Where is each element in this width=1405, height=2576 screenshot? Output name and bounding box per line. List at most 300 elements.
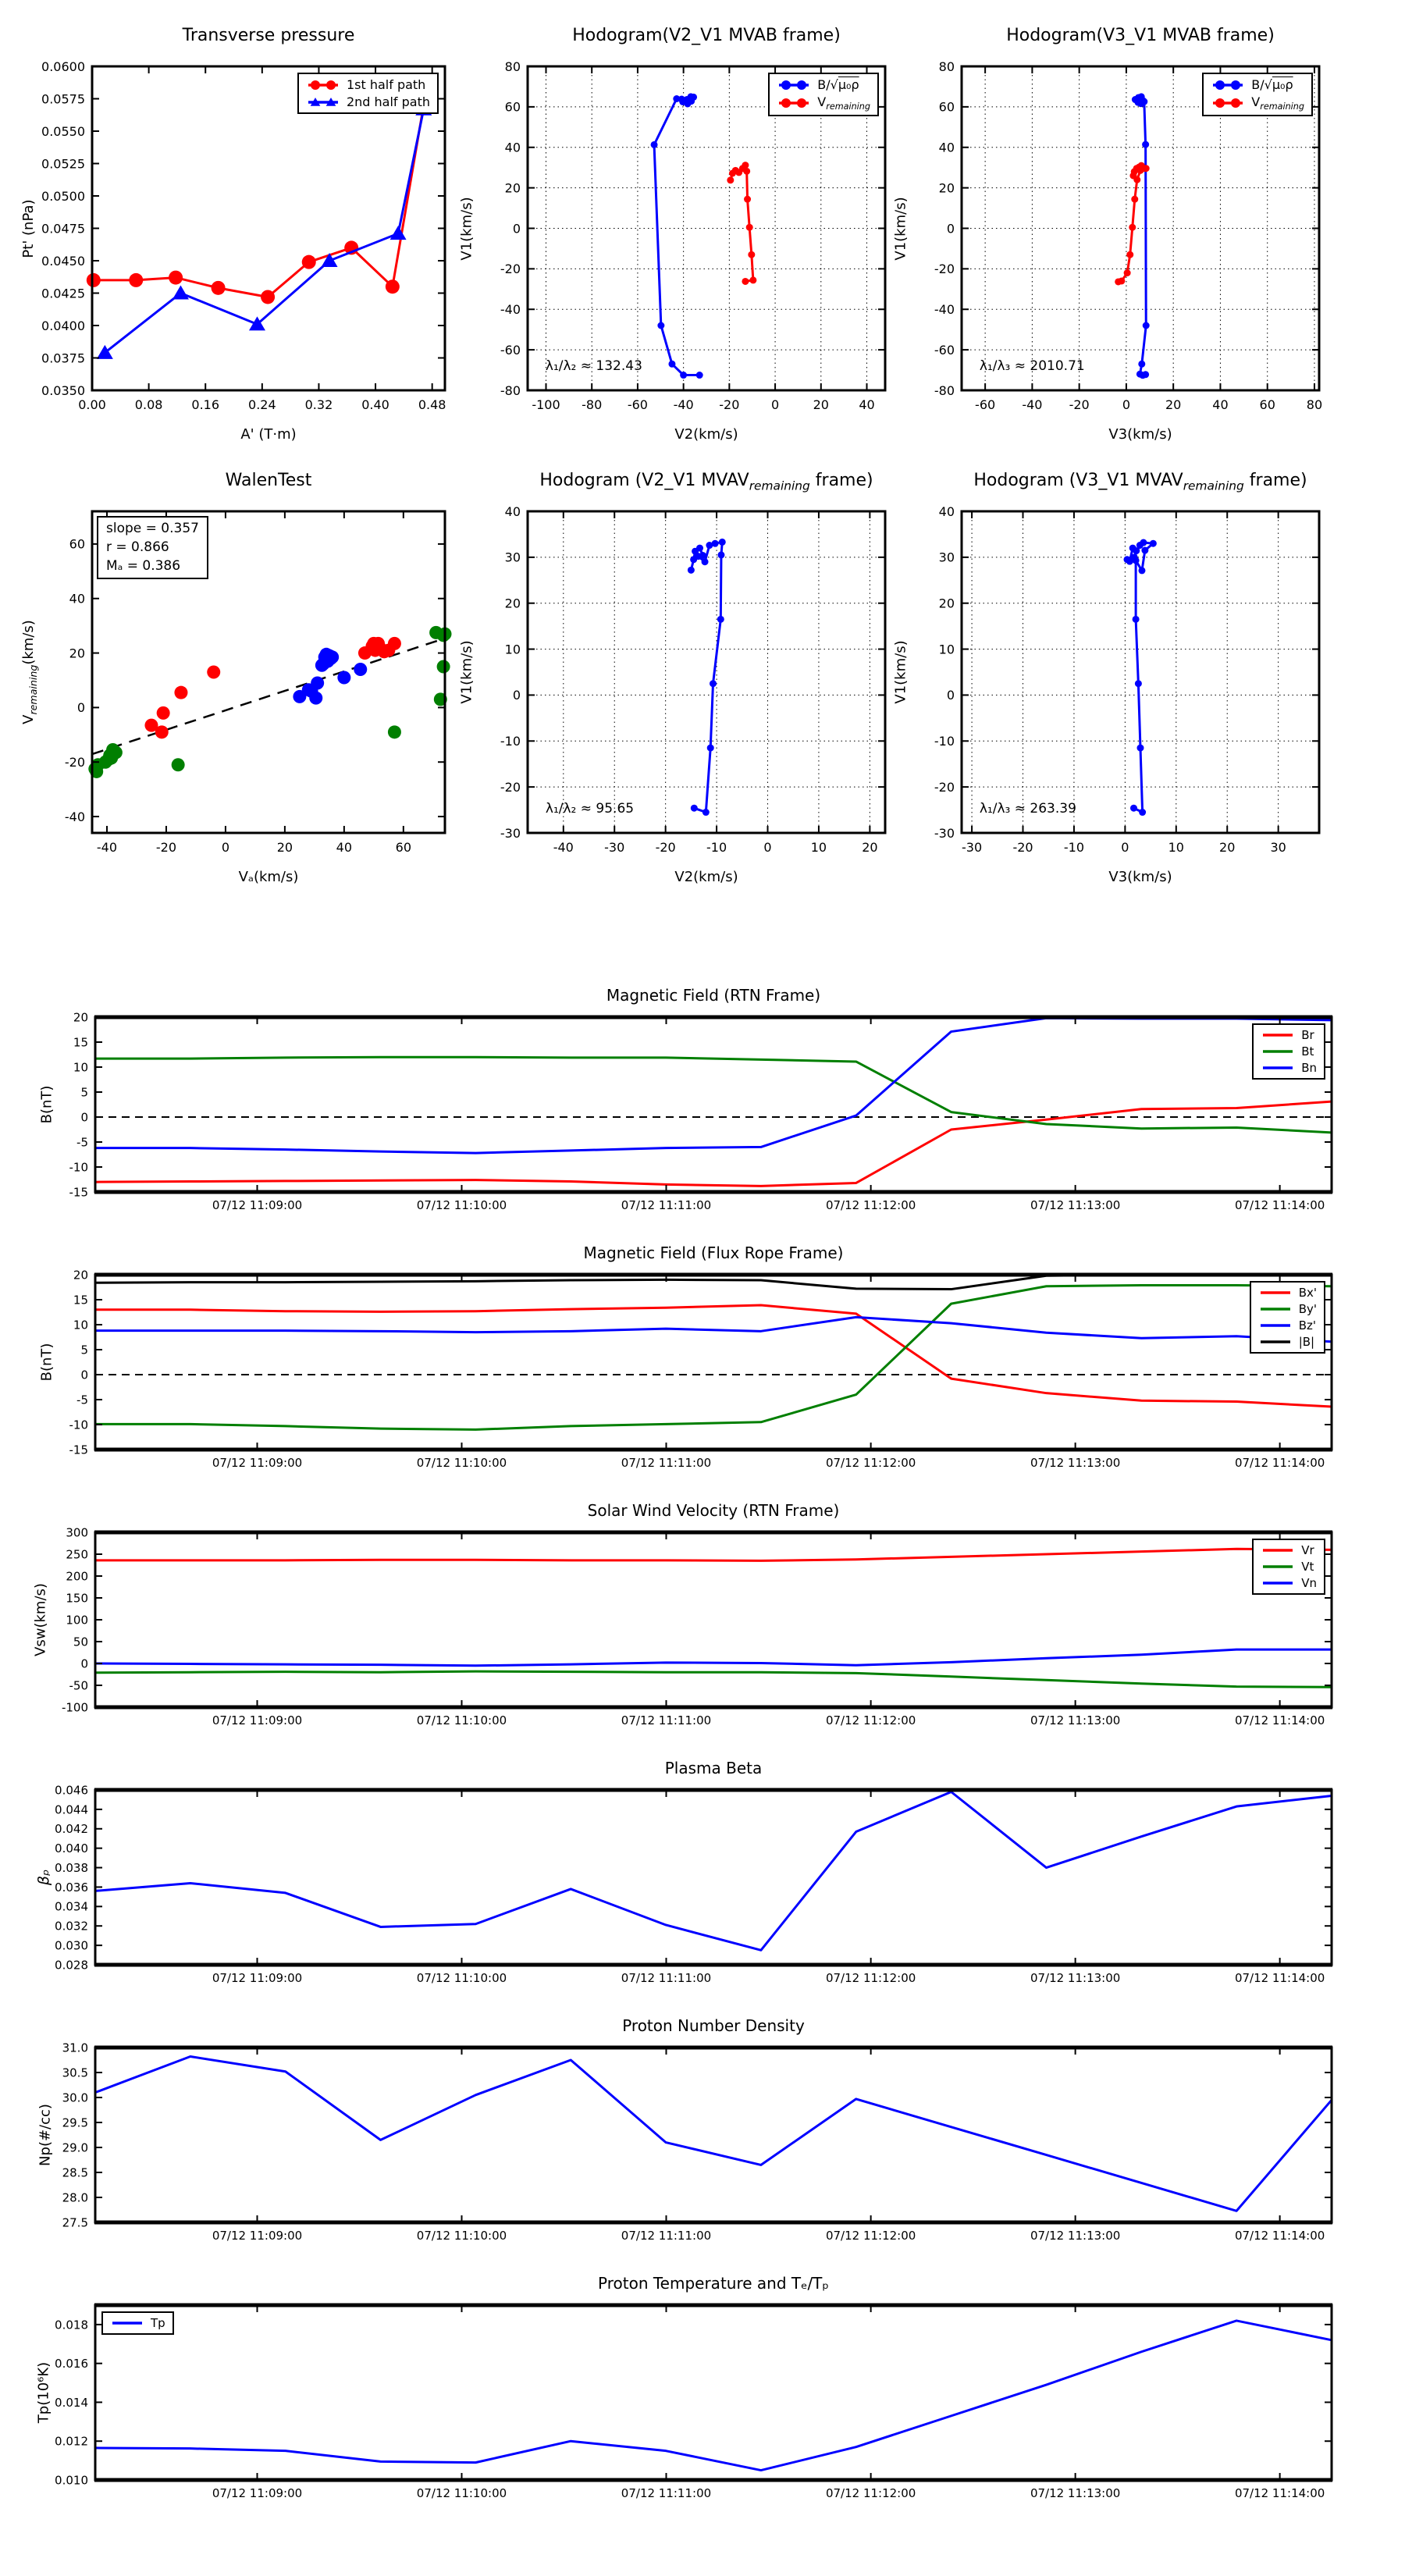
panel-title: Plasma Beta bbox=[664, 1759, 763, 1777]
series-beta-p bbox=[95, 1791, 1332, 1950]
svg-text:-20: -20 bbox=[500, 262, 521, 277]
panel-title: Hodogram(V3_V1 MVAB frame) bbox=[1006, 26, 1275, 45]
svg-text:07/12 11:13:00: 07/12 11:13:00 bbox=[1030, 2229, 1121, 2243]
svg-text:0: 0 bbox=[1122, 397, 1131, 412]
svg-text:0.00: 0.00 bbox=[78, 397, 106, 412]
legend-line-swatch-icon bbox=[306, 95, 340, 109]
series-Bt bbox=[95, 1057, 1332, 1133]
svg-text:20: 20 bbox=[813, 397, 829, 412]
svg-text:07/12 11:12:00: 07/12 11:12:00 bbox=[825, 2229, 916, 2243]
svg-text:10: 10 bbox=[504, 642, 521, 657]
legend-item-vn: Vn bbox=[1261, 1576, 1317, 1590]
svg-text:07/12 11:11:00: 07/12 11:11:00 bbox=[621, 1198, 712, 1212]
legend-line-swatch-icon bbox=[777, 78, 811, 92]
svg-text:07/12 11:14:00: 07/12 11:14:00 bbox=[1234, 1713, 1325, 1727]
y-axis-label: V1(km/s) bbox=[458, 640, 475, 704]
panel-title: Proton Number Density bbox=[622, 2016, 805, 2035]
panel-walen-test bbox=[20, 471, 445, 885]
series-1st-half-path bbox=[87, 98, 431, 304]
legend-line-swatch-icon bbox=[1261, 1061, 1295, 1075]
magnetic-field-rtn-canvas bbox=[69, 1010, 1332, 1212]
panel-proton-number-density bbox=[37, 2016, 1332, 2243]
svg-text:28.5: 28.5 bbox=[62, 2165, 88, 2180]
y-axis-label: Np(#/cc) bbox=[37, 2104, 54, 2166]
svg-text:10: 10 bbox=[73, 1060, 88, 1075]
svg-text:0.036: 0.036 bbox=[55, 1880, 88, 1895]
svg-text:0: 0 bbox=[1121, 840, 1129, 855]
svg-text:0.010: 0.010 bbox=[55, 2473, 88, 2488]
svg-text:0.0600: 0.0600 bbox=[41, 59, 85, 74]
svg-text:-30: -30 bbox=[962, 840, 983, 855]
svg-text:0.0375: 0.0375 bbox=[41, 350, 85, 366]
svg-text:40: 40 bbox=[938, 140, 955, 155]
svg-text:0.0475: 0.0475 bbox=[41, 221, 85, 237]
svg-text:0.16: 0.16 bbox=[191, 397, 220, 412]
y-axis-label: Vsw(km/s) bbox=[32, 1583, 49, 1656]
svg-text:0: 0 bbox=[512, 221, 521, 237]
svg-text:07/12 11:14:00: 07/12 11:14:00 bbox=[1234, 1198, 1325, 1212]
walen-correlation: r = 0.866 bbox=[106, 539, 169, 555]
svg-text:-60: -60 bbox=[975, 397, 996, 412]
svg-text:150: 150 bbox=[66, 1591, 88, 1606]
panel-plasma-beta bbox=[35, 1759, 1332, 1985]
svg-text:07/12 11:11:00: 07/12 11:11:00 bbox=[621, 2486, 712, 2500]
legend-line-swatch-icon bbox=[306, 78, 340, 92]
hodogram-v2v1-mvab-legend bbox=[768, 73, 879, 116]
hodogram-v3v1-mvab-legend bbox=[1202, 73, 1313, 116]
panel-title: Hodogram(V2_V1 MVAB frame) bbox=[572, 26, 841, 45]
svg-text:-40: -40 bbox=[1022, 397, 1043, 412]
svg-text:0: 0 bbox=[221, 840, 230, 855]
svg-text:07/12 11:12:00: 07/12 11:12:00 bbox=[825, 2486, 916, 2500]
svg-text:20: 20 bbox=[1219, 840, 1236, 855]
svg-text:-10: -10 bbox=[69, 1160, 88, 1175]
svg-text:0.40: 0.40 bbox=[361, 397, 389, 412]
svg-text:07/12 11:12:00: 07/12 11:12:00 bbox=[825, 1198, 916, 1212]
legend-line-swatch-icon bbox=[1261, 1543, 1295, 1557]
svg-text:30: 30 bbox=[938, 550, 955, 565]
svg-text:60: 60 bbox=[1259, 397, 1275, 412]
panel-magnetic-field-flux-rope bbox=[38, 1244, 1332, 1470]
svg-text:-10: -10 bbox=[706, 840, 727, 855]
svg-text:07/12 11:13:00: 07/12 11:13:00 bbox=[1030, 1971, 1121, 1985]
svg-text:20: 20 bbox=[504, 180, 521, 196]
svg-text:15: 15 bbox=[73, 1035, 88, 1050]
legend-item-bx: Bx' bbox=[1258, 1286, 1317, 1300]
svg-text:-40: -40 bbox=[673, 397, 694, 412]
legend-item-bn: Bn bbox=[1261, 1061, 1317, 1075]
series-V-remaining-mvab bbox=[1115, 162, 1150, 286]
panel-title: Hodogram (V3_V1 $MVAV_{remaining}$ frame) bbox=[973, 471, 1307, 493]
svg-text:60: 60 bbox=[938, 99, 955, 115]
series-Np bbox=[95, 2057, 1332, 2211]
svg-text:07/12 11:10:00: 07/12 11:10:00 bbox=[416, 1198, 507, 1212]
svg-text:07/12 11:14:00: 07/12 11:14:00 bbox=[1234, 1456, 1325, 1470]
panel-proton-temperature bbox=[35, 2274, 1332, 2500]
svg-text:40: 40 bbox=[1212, 397, 1229, 412]
svg-text:07/12 11:10:00: 07/12 11:10:00 bbox=[416, 2486, 507, 2500]
svg-text:28.0: 28.0 bbox=[62, 2190, 88, 2205]
plasma-beta-canvas bbox=[55, 1783, 1332, 1985]
svg-text:-20: -20 bbox=[500, 779, 521, 795]
series-Vr bbox=[95, 1549, 1332, 1560]
svg-text:07/12 11:12:00: 07/12 11:12:00 bbox=[825, 1456, 916, 1470]
svg-text:0: 0 bbox=[80, 1368, 88, 1382]
series-Bx-prime bbox=[95, 1305, 1332, 1407]
series-B-mvab bbox=[651, 93, 703, 379]
svg-text:07/12 11:09:00: 07/12 11:09:00 bbox=[212, 1713, 303, 1727]
svg-text:0: 0 bbox=[76, 700, 85, 716]
y-axis-label: V1(km/s) bbox=[892, 640, 909, 704]
legend-line-swatch-icon bbox=[1211, 96, 1245, 110]
svg-text:07/12 11:12:00: 07/12 11:12:00 bbox=[825, 1713, 916, 1727]
panel-hodogram-v2v1-mvav bbox=[458, 471, 885, 885]
svg-text:07/12 11:13:00: 07/12 11:13:00 bbox=[1030, 1198, 1121, 1212]
svg-text:20: 20 bbox=[69, 646, 85, 661]
legend-item-vt: Vt bbox=[1261, 1560, 1317, 1574]
panel-solar-wind-velocity bbox=[32, 1501, 1332, 1727]
svg-text:10: 10 bbox=[1168, 840, 1184, 855]
svg-text:27.5: 27.5 bbox=[62, 2215, 88, 2230]
legend-line-swatch-icon bbox=[1211, 78, 1245, 92]
svg-text:0.24: 0.24 bbox=[248, 397, 276, 412]
svg-text:-10: -10 bbox=[500, 734, 521, 749]
svg-text:29.5: 29.5 bbox=[62, 2115, 88, 2130]
x-axis-label: V3(km/s) bbox=[1108, 426, 1172, 443]
svg-text:-80: -80 bbox=[500, 382, 521, 398]
svg-text:-5: -5 bbox=[76, 1393, 88, 1407]
svg-text:0.046: 0.046 bbox=[55, 1783, 88, 1798]
legend-item-b: |B| bbox=[1258, 1335, 1317, 1349]
svg-text:-15: -15 bbox=[69, 1185, 88, 1200]
svg-text:0.0550: 0.0550 bbox=[41, 123, 85, 139]
proton-temperature-canvas bbox=[55, 2305, 1332, 2500]
svg-text:-5: -5 bbox=[76, 1135, 88, 1150]
x-axis-label: Vₐ(km/s) bbox=[238, 869, 299, 885]
svg-text:-80: -80 bbox=[582, 397, 603, 412]
svg-text:0.0350: 0.0350 bbox=[41, 382, 85, 398]
x-axis-label: V3(km/s) bbox=[1108, 869, 1172, 885]
legend-line-swatch-icon bbox=[1261, 1560, 1295, 1574]
x-axis-label: V2(km/s) bbox=[674, 869, 738, 885]
svg-text:-20: -20 bbox=[934, 779, 955, 795]
svg-text:20: 20 bbox=[862, 840, 878, 855]
svg-text:07/12 11:09:00: 07/12 11:09:00 bbox=[212, 1971, 303, 1985]
svg-text:15: 15 bbox=[73, 1293, 88, 1308]
hodogram-v3v1-mvav-canvas bbox=[934, 503, 1319, 855]
svg-text:40: 40 bbox=[336, 840, 353, 855]
svg-text:-60: -60 bbox=[500, 342, 521, 358]
svg-text:80: 80 bbox=[1306, 397, 1323, 412]
svg-text:0: 0 bbox=[80, 1110, 88, 1125]
svg-text:80: 80 bbox=[938, 59, 955, 74]
svg-text:07/12 11:11:00: 07/12 11:11:00 bbox=[621, 1713, 712, 1727]
proton-temperature-legend bbox=[101, 2311, 174, 2335]
legend-item-vremaining: $V_{remaining}$ bbox=[1211, 94, 1304, 112]
svg-text:07/12 11:10:00: 07/12 11:10:00 bbox=[416, 2229, 507, 2243]
svg-text:31.0: 31.0 bbox=[62, 2041, 88, 2055]
svg-text:-10: -10 bbox=[1063, 840, 1085, 855]
y-axis-label: V1(km/s) bbox=[458, 196, 475, 261]
panel-magnetic-field-rtn bbox=[38, 986, 1332, 1212]
svg-text:07/12 11:11:00: 07/12 11:11:00 bbox=[621, 1456, 712, 1470]
series-B-mvab bbox=[1132, 93, 1150, 379]
svg-text:0.030: 0.030 bbox=[55, 1938, 88, 1953]
svg-text:-20: -20 bbox=[64, 754, 85, 770]
svg-text:-10: -10 bbox=[69, 1418, 88, 1432]
walen-slope: slope = 0.357 bbox=[106, 521, 199, 536]
series-Br bbox=[95, 1101, 1332, 1186]
magnetic-field-rtn-legend bbox=[1252, 1023, 1325, 1080]
series-Tp bbox=[95, 2321, 1332, 2471]
svg-text:30.0: 30.0 bbox=[62, 2090, 88, 2105]
x-axis-label: A' (T·m) bbox=[240, 426, 297, 443]
series-Bz-prime bbox=[95, 1317, 1332, 1341]
svg-text:-30: -30 bbox=[934, 825, 955, 841]
svg-text:-40: -40 bbox=[96, 840, 118, 855]
svg-text:0.014: 0.014 bbox=[55, 2395, 88, 2410]
svg-text:07/12 11:09:00: 07/12 11:09:00 bbox=[212, 2486, 303, 2500]
svg-text:20: 20 bbox=[73, 1268, 88, 1283]
svg-text:0.012: 0.012 bbox=[55, 2434, 88, 2449]
legend-line-swatch-icon bbox=[1261, 1576, 1295, 1590]
legend-line-swatch-icon bbox=[1261, 1028, 1295, 1042]
svg-text:-10: -10 bbox=[934, 734, 955, 749]
svg-text:40: 40 bbox=[504, 503, 521, 519]
svg-text:0.034: 0.034 bbox=[55, 1899, 88, 1914]
series-Vn bbox=[95, 1649, 1332, 1666]
svg-text:0.018: 0.018 bbox=[55, 2318, 88, 2332]
y-axis-label: B(nT) bbox=[38, 1343, 55, 1382]
svg-text:0.32: 0.32 bbox=[304, 397, 333, 412]
svg-text:-40: -40 bbox=[934, 302, 955, 318]
legend-line-swatch-icon bbox=[1258, 1302, 1293, 1316]
svg-text:30.5: 30.5 bbox=[62, 2065, 88, 2080]
svg-text:-100: -100 bbox=[532, 397, 560, 412]
panel-title: Magnetic Field (Flux Rope Frame) bbox=[583, 1244, 844, 1262]
svg-text:0.0575: 0.0575 bbox=[41, 91, 85, 107]
legend-line-swatch-icon bbox=[1258, 1335, 1293, 1349]
svg-text:10: 10 bbox=[810, 840, 827, 855]
panel-hodogram-v3v1-mvav bbox=[892, 471, 1319, 885]
legend-item-vremaining: $V_{remaining}$ bbox=[777, 94, 870, 112]
svg-text:0.040: 0.040 bbox=[55, 1841, 88, 1856]
lambda-ratio-annotation: λ₁/λ₃ ≈ 2010.71 bbox=[979, 358, 1085, 375]
panel-title: Magnetic Field (RTN Frame) bbox=[606, 986, 821, 1005]
svg-text:10: 10 bbox=[73, 1318, 88, 1332]
svg-text:20: 20 bbox=[938, 596, 955, 611]
svg-text:5: 5 bbox=[80, 1085, 88, 1100]
panel-hodogram-v3v1-mvab bbox=[892, 26, 1323, 443]
legend-item-bz: Bz' bbox=[1258, 1318, 1317, 1332]
svg-text:0.0400: 0.0400 bbox=[41, 318, 85, 333]
legend-item-b: B/√μ₀ρ bbox=[1211, 77, 1304, 92]
legend-line-swatch-icon bbox=[110, 2316, 144, 2330]
svg-text:07/12 11:10:00: 07/12 11:10:00 bbox=[416, 1713, 507, 1727]
svg-text:0: 0 bbox=[512, 688, 521, 703]
legend-line-swatch-icon bbox=[777, 96, 811, 110]
svg-text:-20: -20 bbox=[1012, 840, 1033, 855]
svg-text:07/12 11:09:00: 07/12 11:09:00 bbox=[212, 1198, 303, 1212]
svg-text:07/12 11:13:00: 07/12 11:13:00 bbox=[1030, 2486, 1121, 2500]
legend-item-vr: Vr bbox=[1261, 1543, 1317, 1557]
svg-text:10: 10 bbox=[938, 642, 955, 657]
svg-text:20: 20 bbox=[938, 180, 955, 196]
svg-text:-40: -40 bbox=[64, 809, 85, 824]
svg-text:30: 30 bbox=[504, 550, 521, 565]
x-axis-label: V2(km/s) bbox=[674, 426, 738, 443]
panel-title: Proton Temperature and Tₑ/Tₚ bbox=[598, 2274, 829, 2293]
svg-text:40: 40 bbox=[69, 591, 85, 607]
svg-text:07/12 11:14:00: 07/12 11:14:00 bbox=[1234, 2229, 1325, 2243]
svg-text:29.0: 29.0 bbox=[62, 2140, 88, 2155]
svg-text:0.028: 0.028 bbox=[55, 1958, 88, 1973]
svg-text:0.042: 0.042 bbox=[55, 1822, 88, 1837]
svg-text:-20: -20 bbox=[719, 397, 740, 412]
proton-number-density-canvas bbox=[62, 2041, 1332, 2243]
solar-wind-velocity-canvas bbox=[61, 1525, 1332, 1727]
panel-title: Solar Wind Velocity (RTN Frame) bbox=[587, 1501, 840, 1520]
svg-text:0: 0 bbox=[946, 688, 955, 703]
svg-text:0.032: 0.032 bbox=[55, 1919, 88, 1934]
legend-item-2nd-half-path: 2nd half path bbox=[306, 94, 430, 109]
svg-text:0.044: 0.044 bbox=[55, 1802, 88, 1817]
svg-text:-60: -60 bbox=[627, 397, 648, 412]
svg-text:40: 40 bbox=[938, 503, 955, 519]
scatter-middle-interval bbox=[144, 637, 400, 738]
lambda-ratio-annotation: λ₁/λ₂ ≈ 95.65 bbox=[545, 801, 635, 817]
svg-text:-20: -20 bbox=[1069, 397, 1090, 412]
svg-text:0.0500: 0.0500 bbox=[41, 188, 85, 204]
svg-text:20: 20 bbox=[73, 1010, 88, 1025]
svg-text:-20: -20 bbox=[155, 840, 177, 855]
legend-line-swatch-icon bbox=[1261, 1044, 1295, 1059]
svg-text:0: 0 bbox=[80, 1656, 88, 1671]
svg-text:07/12 11:14:00: 07/12 11:14:00 bbox=[1234, 2486, 1325, 2500]
svg-text:07/12 11:14:00: 07/12 11:14:00 bbox=[1234, 1971, 1325, 1985]
series-Vt bbox=[95, 1671, 1332, 1687]
svg-text:20: 20 bbox=[1165, 397, 1182, 412]
svg-text:07/12 11:10:00: 07/12 11:10:00 bbox=[416, 1971, 507, 1985]
series-Bn bbox=[95, 1018, 1332, 1153]
legend-item-1st-half-path: 1st half path bbox=[306, 77, 430, 92]
svg-text:60: 60 bbox=[395, 840, 412, 855]
legend-line-swatch-icon bbox=[1258, 1318, 1293, 1332]
y-axis-label: Tp(10⁶K) bbox=[35, 2361, 52, 2424]
svg-text:07/12 11:09:00: 07/12 11:09:00 bbox=[212, 1456, 303, 1470]
panel-hodogram-v2v1-mvab bbox=[458, 26, 885, 443]
magnetic-field-flux-rope-legend bbox=[1250, 1281, 1325, 1354]
svg-text:0: 0 bbox=[763, 840, 772, 855]
svg-text:20: 20 bbox=[504, 596, 521, 611]
svg-text:250: 250 bbox=[66, 1547, 88, 1562]
svg-text:0.038: 0.038 bbox=[55, 1860, 88, 1875]
panel-transverse-pressure bbox=[20, 26, 446, 443]
svg-text:-15: -15 bbox=[69, 1443, 88, 1457]
magnetic-field-flux-rope-canvas bbox=[69, 1268, 1332, 1470]
svg-text:-30: -30 bbox=[604, 840, 625, 855]
transverse-pressure-canvas bbox=[41, 59, 446, 412]
svg-text:-50: -50 bbox=[69, 1678, 88, 1693]
svg-text:0.0425: 0.0425 bbox=[41, 286, 85, 301]
svg-text:-40: -40 bbox=[500, 302, 521, 318]
hodogram-v2v1-mvav-canvas bbox=[500, 503, 885, 855]
svg-text:07/12 11:13:00: 07/12 11:13:00 bbox=[1030, 1713, 1121, 1727]
y-axis-label: V1(km/s) bbox=[892, 196, 909, 261]
svg-text:0: 0 bbox=[770, 397, 780, 412]
panel-title: Hodogram (V2_V1 $MVAV_{remaining}$ frame) bbox=[539, 471, 873, 493]
svg-text:100: 100 bbox=[66, 1613, 88, 1628]
svg-text:-30: -30 bbox=[500, 825, 521, 841]
svg-text:60: 60 bbox=[504, 99, 521, 115]
legend-item-b: B/√μ₀ρ bbox=[777, 77, 870, 92]
legend-item-by: By' bbox=[1258, 1302, 1317, 1316]
series-B-magnitude bbox=[95, 1275, 1332, 1290]
walen-stats-box bbox=[97, 516, 208, 579]
svg-text:0.08: 0.08 bbox=[134, 397, 163, 412]
svg-text:0: 0 bbox=[946, 221, 955, 237]
svg-text:07/12 11:13:00: 07/12 11:13:00 bbox=[1030, 1456, 1121, 1470]
y-axis-label: βₚ bbox=[35, 1869, 52, 1886]
series-V-remaining-mvav bbox=[688, 539, 726, 816]
legend-item-tp: Tp bbox=[110, 2316, 165, 2330]
series-V-remaining-mvav bbox=[1123, 539, 1156, 816]
svg-text:200: 200 bbox=[66, 1569, 88, 1584]
panel-title: WalenTest bbox=[225, 471, 312, 490]
solar-wind-velocity-legend bbox=[1252, 1539, 1325, 1595]
svg-text:40: 40 bbox=[859, 397, 875, 412]
lambda-ratio-annotation: λ₁/λ₂ ≈ 132.43 bbox=[545, 358, 642, 375]
svg-text:5: 5 bbox=[80, 1343, 88, 1357]
svg-text:07/12 11:09:00: 07/12 11:09:00 bbox=[212, 2229, 303, 2243]
y-axis-label: B(nT) bbox=[38, 1085, 55, 1124]
y-axis-label: Pt' (nPa) bbox=[20, 198, 37, 258]
svg-text:-80: -80 bbox=[934, 382, 955, 398]
series-2nd-half-path bbox=[97, 101, 432, 359]
svg-text:20: 20 bbox=[276, 840, 293, 855]
svg-text:07/12 11:12:00: 07/12 11:12:00 bbox=[825, 1971, 916, 1985]
svg-text:300: 300 bbox=[66, 1525, 88, 1540]
svg-text:60: 60 bbox=[69, 536, 85, 552]
scatter-last-interval bbox=[293, 648, 367, 705]
legend-item-br: Br bbox=[1261, 1028, 1317, 1042]
svg-text:40: 40 bbox=[504, 140, 521, 155]
svg-text:-100: -100 bbox=[61, 1700, 88, 1715]
svg-text:-20: -20 bbox=[934, 262, 955, 277]
svg-text:07/12 11:11:00: 07/12 11:11:00 bbox=[621, 1971, 712, 1985]
lambda-ratio-annotation: λ₁/λ₃ ≈ 263.39 bbox=[979, 801, 1076, 817]
svg-text:30: 30 bbox=[1270, 840, 1286, 855]
svg-text:07/12 11:11:00: 07/12 11:11:00 bbox=[621, 2229, 712, 2243]
legend-line-swatch-icon bbox=[1258, 1286, 1293, 1300]
svg-text:50: 50 bbox=[73, 1635, 88, 1649]
series-V-remaining-mvab bbox=[727, 162, 756, 285]
panel-title: Transverse pressure bbox=[182, 26, 355, 45]
svg-text:80: 80 bbox=[504, 59, 521, 74]
svg-text:0.48: 0.48 bbox=[418, 397, 446, 412]
svg-text:07/12 11:10:00: 07/12 11:10:00 bbox=[416, 1456, 507, 1470]
walen-mach-number: Mₐ = 0.386 bbox=[106, 557, 181, 574]
y-axis-label: $V_{remaining}(km/s)$ bbox=[20, 620, 39, 724]
svg-text:0.0450: 0.0450 bbox=[41, 253, 85, 269]
svg-text:-60: -60 bbox=[934, 342, 955, 358]
svg-text:-20: -20 bbox=[655, 840, 676, 855]
svg-text:0.016: 0.016 bbox=[55, 2357, 88, 2371]
svg-text:-40: -40 bbox=[553, 840, 574, 855]
svg-text:0.0525: 0.0525 bbox=[41, 156, 85, 172]
legend-item-bt: Bt bbox=[1261, 1044, 1317, 1059]
transverse-pressure-legend bbox=[297, 73, 439, 114]
